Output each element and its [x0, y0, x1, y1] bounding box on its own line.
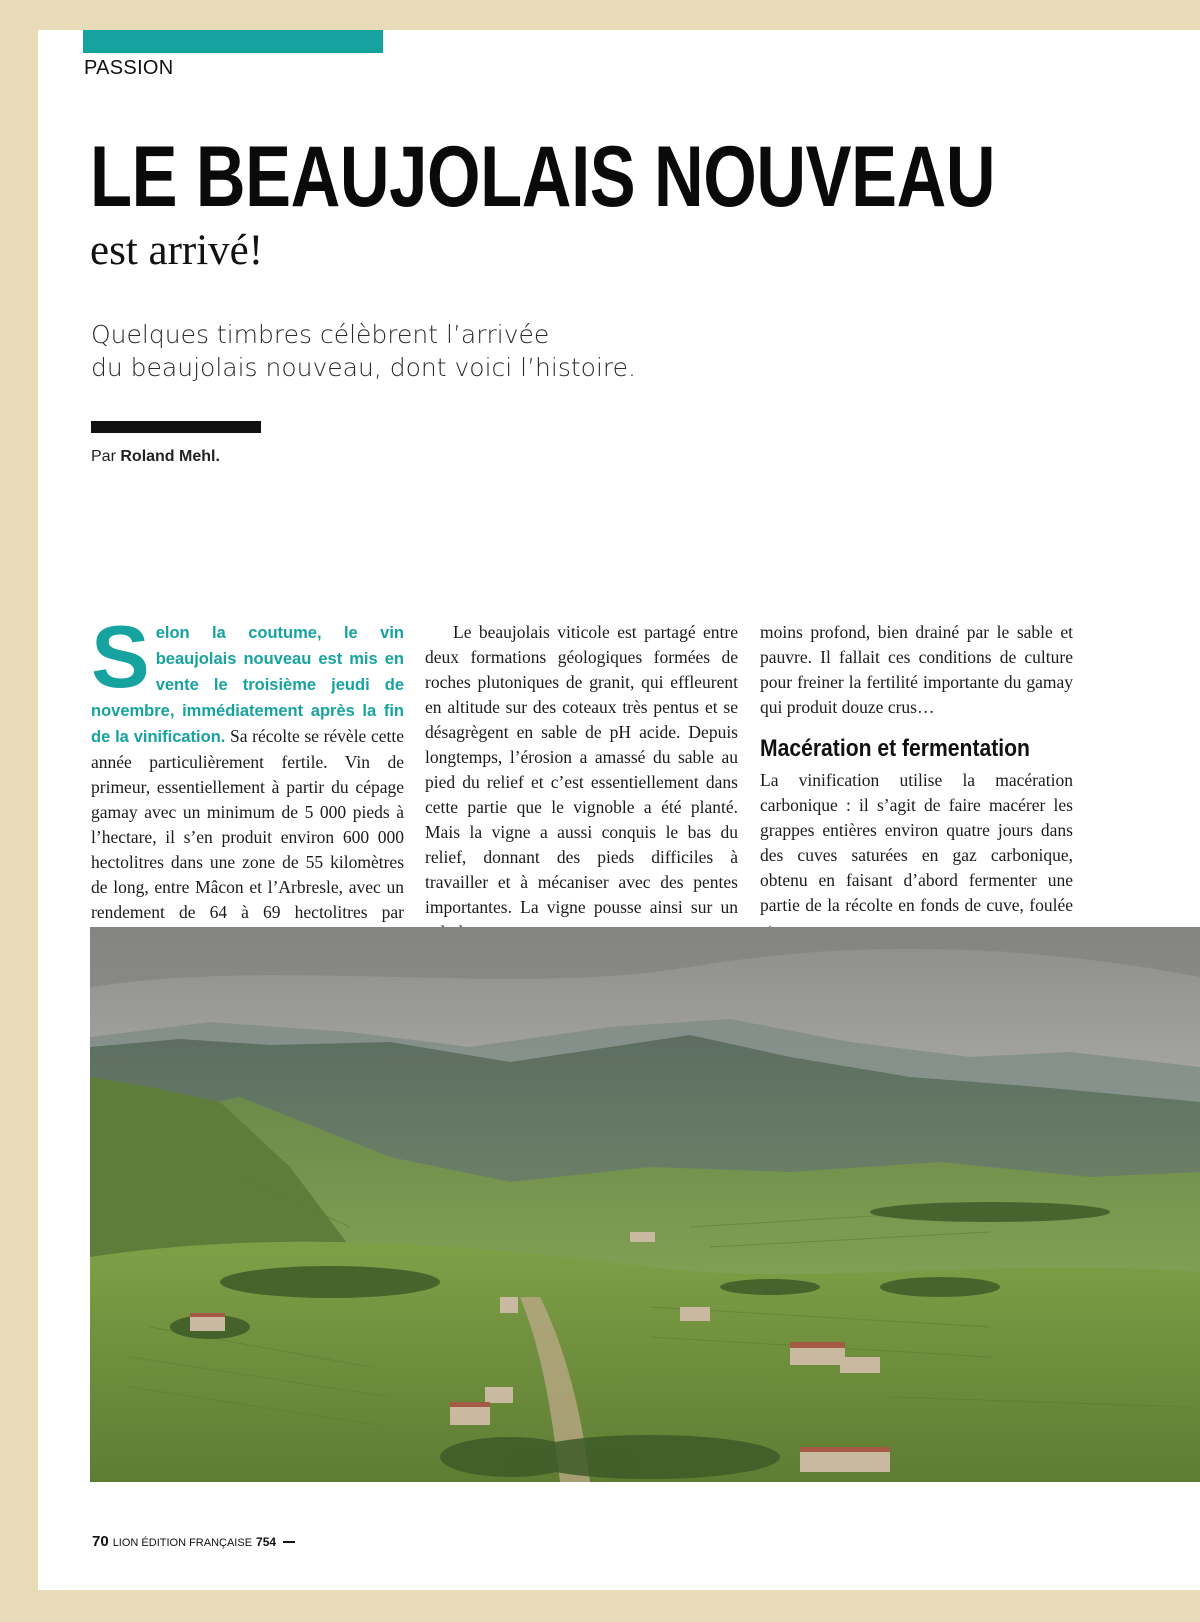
section-label: PASSION [84, 57, 174, 79]
byline-author: Roland Mehl. [120, 448, 220, 465]
article-lede [91, 318, 711, 384]
section-subheading: Macération et fermentation [760, 735, 1030, 762]
byline [91, 448, 220, 466]
column-text: Sa récolte se révèle cette année particulièrement fertile. Vin de primeur, essentiellement à partir du cépage gamay avec un minimum de 5 000 pieds à l’hectare, il s’en produit environ 600 000 hectolitres dans une zone de 55 kilomètres de long, entre Mâcon et l’Arbresle, avec un rendement de 64 à 69 hectolitres par [91, 726, 404, 922]
lead-bold-text: elon la coutume, le vin beaujolais nouveau est mis en vente le troisième jeudi de novembre, immédiatement après la fin de la vinification. [91, 624, 404, 746]
page-number: 70 [92, 1533, 109, 1550]
landscape-illustration [90, 927, 1200, 1482]
column-text: La vinification utilise la macération carbonique : il s’agit de faire macérer les grappes entières environ quatre jours dans des cuves saturées en gaz carbonique, obtenu en faisant d’abord fermenter une partie de la récolte en fonds de cuve, foulée [760, 770, 1073, 915]
lede-line: du beaujolais nouveau, dont voici l’histoire. [91, 353, 636, 382]
byline-prefix: Par [91, 448, 116, 465]
column-text: moins profond, bien drainé par le sable et pauvre. Il fallait ces conditions de culture pour freiner la fertilité importante du gamay qui produit douze crus… [760, 622, 1073, 717]
section-tab [83, 30, 383, 53]
divider-rule [91, 421, 261, 433]
lede-line: Quelques timbres célèbrent l’arrivée [91, 320, 550, 349]
vineyard-landscape-photo [90, 927, 1200, 1482]
magazine-page [38, 30, 1200, 1590]
text-column-3 [760, 620, 1073, 943]
footer-dash [283, 1541, 295, 1543]
magazine-name: LION ÉDITION FRANÇAISE [112, 1537, 253, 1549]
column-text: Le beaujolais viticole est partagé entre deux formations géologiques formées de roches plutoniques de granit, qui effleurent en altitude sur des coteaux très pentus et se désagrègent en sable de pH acide. Depuis longtemps, l’érosion a amassé du sable au pied du relief et c’est essentiellement dans cette partie que le vignoble a été planté. Mais la vigne a aussi conquis le bas du relief, donnant des pieds difficiles à travailler et à mécaniser avec des pentes importantes. La vigne pousse ainsi sur un [425, 622, 738, 917]
text-column-1 [91, 607, 404, 950]
article-title: LE BEAUJOLAIS NOUVEAU [90, 129, 996, 225]
drop-cap: S [91, 607, 150, 706]
page-footer [92, 1533, 295, 1550]
text-column-2 [425, 620, 738, 945]
article-subtitle: est arrivé! [90, 227, 264, 274]
issue-number: 754 [256, 1535, 277, 1549]
